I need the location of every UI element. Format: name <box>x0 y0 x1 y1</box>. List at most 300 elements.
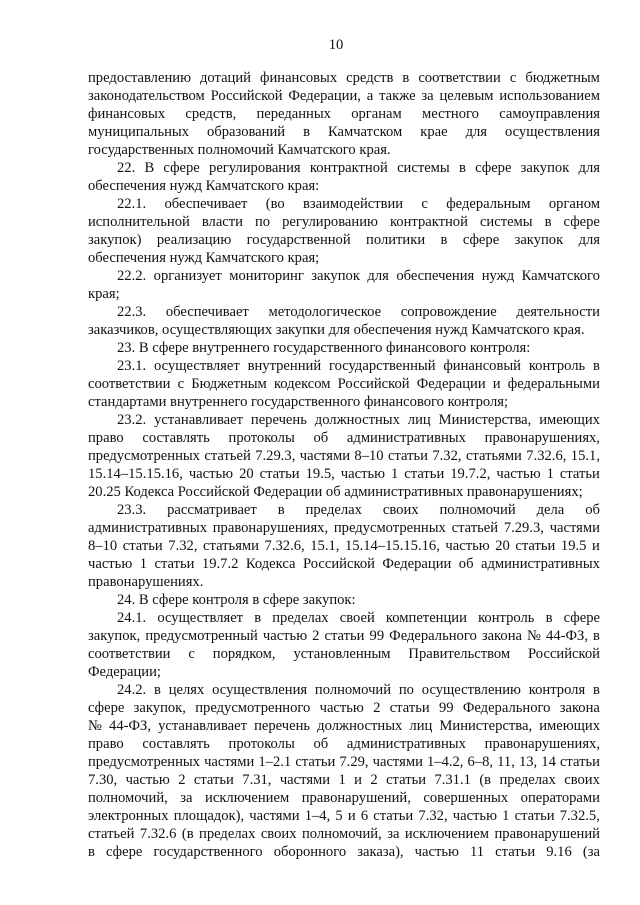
line-word: частью <box>188 466 234 482</box>
text-line <box>88 717 600 735</box>
line-word: протоколы <box>228 430 295 446</box>
line-word: политики <box>366 232 426 248</box>
line-word: об <box>585 502 600 518</box>
line-word: в <box>544 214 552 230</box>
line-word: организует <box>153 268 222 284</box>
line-word: закона <box>559 700 600 716</box>
text-line <box>88 69 600 87</box>
line-word: статьей <box>88 826 135 842</box>
text-line <box>88 105 600 123</box>
text-line <box>88 159 600 177</box>
line-word: административных <box>346 430 466 446</box>
line-word: в <box>303 124 310 140</box>
text-line <box>88 627 600 645</box>
text-line <box>88 267 600 285</box>
text-line <box>88 789 600 807</box>
line-word: государственный <box>328 358 436 374</box>
line-word: регулирования <box>209 160 301 176</box>
line-word: а <box>366 88 374 104</box>
line-word: и <box>354 772 362 788</box>
text-line: 23. В сфере внутреннего государственного финансового контроля: <box>117 340 531 356</box>
line-word: мониторинг <box>229 268 304 284</box>
line-word: Министерства, <box>438 412 532 428</box>
line-word: частью <box>88 556 133 572</box>
line-word: статьи <box>404 466 445 482</box>
line-word: пределах <box>272 610 329 626</box>
text-line: 20.25 Кодекса Российской Федерации об административных правонарушениях; <box>88 484 583 500</box>
line-word: в <box>277 502 285 518</box>
line-word: № <box>527 628 541 644</box>
line-word: составлять <box>142 736 210 752</box>
line-word: системы <box>397 160 450 176</box>
line-word: законодательством <box>88 88 205 104</box>
line-word: совершенных <box>423 790 509 806</box>
line-word: операторами <box>520 790 600 806</box>
line-word: статьи <box>495 844 536 860</box>
paragraph-22 <box>88 159 600 195</box>
line-word: соответствии <box>88 646 171 662</box>
line-word: 6 <box>360 808 369 824</box>
line-word: Правительством <box>408 646 511 662</box>
line-word: статьи <box>386 772 427 788</box>
line-word: 19.7.2 <box>201 556 239 572</box>
line-word: 1 <box>391 466 399 482</box>
line-word: целевым <box>439 88 494 104</box>
line-word: сфере <box>475 160 512 176</box>
line-word: контрактной <box>309 160 388 176</box>
line-word: Камчатского <box>521 268 600 284</box>
line-word: 22.2. <box>117 268 147 284</box>
line-word: государственной <box>246 232 351 248</box>
text-line <box>88 807 600 825</box>
line-word: площадок), <box>173 808 245 824</box>
line-word: правонарушениях, <box>484 430 600 446</box>
line-word: пределах <box>499 772 556 788</box>
line-word: контроля <box>528 682 586 698</box>
line-word: бюджетным <box>525 70 600 86</box>
line-word: 24.1. <box>117 610 147 626</box>
line-word: финансовых <box>88 106 166 122</box>
line-word: в <box>593 628 600 644</box>
line-word: рассматривает <box>167 502 257 518</box>
line-word: соответствии <box>418 70 501 86</box>
line-word: контрактной <box>389 214 468 230</box>
text-line <box>88 555 600 573</box>
line-word: полномочий <box>314 682 392 698</box>
line-word: Российской <box>210 88 283 104</box>
text-line: стандартами внутреннего государственного финансового контроля; <box>88 394 509 410</box>
line-word: частью <box>262 628 308 644</box>
line-word: административных <box>480 556 600 572</box>
line-word: 20 <box>239 466 254 482</box>
line-word: предусмотренного <box>195 700 311 716</box>
line-word: 8–10 <box>88 538 118 554</box>
line-word: 1 <box>338 772 346 788</box>
line-word: закупок, <box>88 628 141 644</box>
line-word: предусмотренный <box>145 628 258 644</box>
line-word: статьями <box>465 448 522 464</box>
line-word: полномочий, <box>88 790 168 806</box>
line-word: обеспечения <box>396 268 475 284</box>
line-word: 23.3. <box>117 502 147 518</box>
text-line <box>88 753 600 771</box>
line-word: с <box>421 196 428 212</box>
document-body <box>88 69 600 861</box>
line-word: исключением <box>205 790 290 806</box>
text-line <box>88 501 600 519</box>
line-word: имеющих <box>539 718 600 734</box>
paragraph-22-3 <box>88 303 600 339</box>
line-word: частями <box>249 808 300 824</box>
line-word: системы <box>479 214 533 230</box>
line-word: 19.5 <box>560 538 587 554</box>
line-word: контроль <box>478 610 535 626</box>
line-word: правонарушений <box>494 826 600 842</box>
line-word: деятельности <box>516 304 600 320</box>
line-word: 1–4.2, <box>426 754 464 770</box>
line-word: 7.29.3, <box>255 448 296 464</box>
line-word: средств, <box>185 106 237 122</box>
line-word: статьи <box>373 808 414 824</box>
line-word: Российской <box>528 646 600 662</box>
line-word: регулированию <box>282 214 378 230</box>
line-word: 7.32.5, <box>559 808 600 824</box>
line-word: статьи <box>389 700 430 716</box>
line-word: Федерации <box>382 556 452 572</box>
line-word: предусмотренных <box>88 448 200 464</box>
line-word: использованием <box>499 88 600 104</box>
line-word: 7.31, <box>242 772 272 788</box>
line-word: сфере <box>462 232 500 248</box>
line-word: финансовых <box>260 70 338 86</box>
line-word: Федерации <box>416 376 486 392</box>
line-word: исключением <box>404 826 490 842</box>
line-word: 15.14–15.15.16, <box>345 538 440 554</box>
line-word: об <box>313 430 329 446</box>
line-word: 99 <box>369 628 385 644</box>
line-word: правонарушениях, <box>484 736 600 752</box>
line-word: крае <box>420 124 448 140</box>
line-word: об <box>313 736 329 752</box>
line-word: статьи <box>122 538 163 554</box>
text-line <box>88 303 600 321</box>
line-word: муниципальных <box>88 124 190 140</box>
line-word: электронных <box>88 808 169 824</box>
text-line <box>88 213 600 231</box>
line-word: 7.29, <box>339 754 369 770</box>
line-word: закона <box>481 628 522 644</box>
line-word: составлять <box>142 430 210 446</box>
line-word: № <box>88 718 102 734</box>
line-word: 24.2. <box>117 682 147 698</box>
line-word: перечень <box>254 718 311 734</box>
line-word: 7.32, <box>168 538 198 554</box>
line-word: предоставлению <box>88 70 191 86</box>
line-word: 13, <box>518 754 538 770</box>
line-word: исполнительной <box>88 214 190 230</box>
line-word: 7.30, <box>88 772 118 788</box>
line-word: 22.3. <box>117 304 147 320</box>
line-word: в <box>593 682 600 698</box>
line-word: местного <box>422 106 479 122</box>
line-word: 14 <box>541 754 556 770</box>
line-word: своих <box>260 826 297 842</box>
line-word: 7.31.1 <box>434 772 471 788</box>
line-word: частью <box>445 538 490 554</box>
line-word: компетенции <box>385 610 467 626</box>
line-word: статьи <box>559 754 600 770</box>
text-line <box>88 699 600 717</box>
line-word: 1–4, <box>304 808 331 824</box>
text-line: обеспечения нужд Камчатского края; <box>88 250 320 266</box>
paragraph-23-2 <box>88 411 600 501</box>
text-line <box>88 681 600 699</box>
line-word: 99 <box>438 700 454 716</box>
line-word: для <box>367 268 389 284</box>
text-line <box>88 735 600 753</box>
line-word: имеющих <box>539 412 600 428</box>
paragraph-24-1 <box>88 609 600 681</box>
line-word: 7.32.6, <box>526 448 567 464</box>
line-word: частью <box>452 808 497 824</box>
paragraph-22-1 <box>88 195 600 267</box>
line-word: Федерального <box>389 628 477 644</box>
line-word: закупок <box>520 160 570 176</box>
line-word: статьи <box>259 466 300 482</box>
line-word: своих <box>564 772 600 788</box>
line-word: должностных <box>317 718 403 734</box>
line-word: в <box>154 682 161 698</box>
line-word: и <box>592 538 600 554</box>
line-word: 20 <box>495 538 510 554</box>
paragraph-continuation <box>88 69 600 159</box>
line-word: 2 <box>370 772 378 788</box>
line-word: переданных <box>256 106 331 122</box>
line-word: частью <box>125 772 170 788</box>
line-word: кодексом <box>273 376 331 392</box>
line-word: финансовый <box>443 358 521 374</box>
line-word: 44-ФЗ, <box>546 628 588 644</box>
line-word: своей <box>339 610 375 626</box>
line-word: право <box>88 430 124 446</box>
line-word: в <box>88 844 95 860</box>
line-word: контроль <box>528 358 586 374</box>
line-word: 9.16 <box>546 844 572 860</box>
line-word: 2 <box>312 628 320 644</box>
line-word: взаимодействии <box>302 196 404 212</box>
line-word: сфере <box>163 160 200 176</box>
line-word: 1 <box>546 466 554 482</box>
line-word: частью <box>340 466 386 482</box>
line-word: 1 <box>502 808 510 824</box>
line-word: органам <box>351 106 402 122</box>
line-word: сфере <box>106 844 143 860</box>
text-line: 24. В сфере контроля в сфере закупок: <box>117 592 356 608</box>
text-line <box>88 843 600 861</box>
line-word: и <box>492 376 501 392</box>
line-word: Российской <box>303 556 375 572</box>
line-word: 15.14–15.15.16, <box>88 466 183 482</box>
line-word: административных <box>346 736 466 752</box>
text-line <box>88 771 600 789</box>
line-word: 11, <box>497 754 515 770</box>
line-word: осуществляет <box>157 610 244 626</box>
line-word: перечень <box>250 412 307 428</box>
text-line: Федерации; <box>88 664 161 680</box>
line-word: осуществляет <box>154 358 240 374</box>
line-word: в <box>402 70 410 86</box>
line-word: закупок <box>311 268 360 284</box>
text-line <box>88 87 600 105</box>
text-line <box>88 429 600 447</box>
text-line <box>88 537 600 555</box>
text-line: заказчиков, осуществляющих закупки для обеспечения нужд Камчатского края. <box>88 322 585 338</box>
line-word: соответствии <box>88 376 171 392</box>
line-word: 7.29.3, <box>503 520 544 536</box>
line-word: сфере <box>563 610 600 626</box>
line-word: предусмотренных <box>88 754 200 770</box>
line-word: 22. <box>117 160 136 176</box>
line-word: устанавливает <box>154 412 243 428</box>
line-word: сопровождение <box>400 304 497 320</box>
line-word: полномочий <box>439 502 516 518</box>
line-word: государственного <box>153 844 263 860</box>
line-word: в <box>440 232 448 248</box>
line-word: для <box>578 232 600 248</box>
line-word: 8–10 <box>354 448 384 464</box>
line-word: (во <box>265 196 285 212</box>
line-word: оборонного <box>273 844 347 860</box>
line-word: Бюджетным <box>191 376 267 392</box>
line-word: за <box>387 826 400 842</box>
line-word: частью <box>496 466 541 482</box>
line-word: протоколы <box>228 736 295 752</box>
paragraph-22-2 <box>88 267 600 303</box>
line-word: правонарушениях, <box>212 520 329 536</box>
line-word: Федерации, <box>288 88 361 104</box>
line-word: (в <box>479 772 492 788</box>
line-word: федеральным <box>446 196 531 212</box>
paragraph-24 <box>88 591 600 609</box>
line-word: частями <box>299 448 351 464</box>
line-word: статьи <box>514 808 555 824</box>
line-word: также <box>379 88 416 104</box>
line-word: частями <box>279 772 331 788</box>
line-word: заказа), <box>357 844 404 860</box>
line-word: должностных <box>314 412 400 428</box>
line-word: 23.1. <box>117 358 147 374</box>
line-word: статьей <box>451 520 499 536</box>
line-word: сфере <box>563 214 600 230</box>
line-word: за <box>421 88 434 104</box>
line-word: 1 <box>139 556 147 572</box>
line-word: сфере <box>88 700 125 716</box>
line-word: дела <box>536 502 565 518</box>
text-line: правонарушениях. <box>88 574 204 590</box>
line-word: образований <box>207 124 286 140</box>
line-word: Министерства, <box>439 718 533 734</box>
line-word: лиц <box>409 718 433 734</box>
text-line <box>88 411 600 429</box>
line-word: по <box>398 682 414 698</box>
line-word: для <box>578 160 600 176</box>
line-word: 15.1, <box>570 448 600 464</box>
line-word: осуществления <box>212 682 308 698</box>
line-word: 5 <box>335 808 343 824</box>
line-word: закупок, <box>133 700 186 716</box>
line-word: 6–8, <box>467 754 494 770</box>
paragraph-23-3 <box>88 501 600 591</box>
line-word: статьями <box>203 538 259 554</box>
line-word: реализацию <box>156 232 232 248</box>
line-word: обеспечивает <box>164 196 248 212</box>
line-word: с <box>177 376 185 392</box>
line-word: статьей <box>204 448 251 464</box>
line-word: с <box>188 646 195 662</box>
line-word: 44-ФЗ, <box>109 718 151 734</box>
line-word: правонарушений, <box>301 790 411 806</box>
line-word: Кодекса <box>245 556 296 572</box>
line-word: порядком, <box>212 646 276 662</box>
line-word: нужд <box>481 268 515 284</box>
text-line <box>88 645 600 663</box>
line-word: частью <box>319 700 364 716</box>
line-word: внутренний <box>247 358 322 374</box>
line-word: Федерального <box>462 700 551 716</box>
line-word: статьи <box>154 556 195 572</box>
line-word: 7.32.6, <box>264 538 305 554</box>
line-word: установленным <box>293 646 391 662</box>
text-line: обеспечения нужд Камчатского края: <box>88 178 320 194</box>
line-word: своих <box>382 502 419 518</box>
text-line <box>88 123 600 141</box>
line-word: закупок <box>514 232 564 248</box>
text-line <box>88 465 600 483</box>
text-line: государственных полномочий Камчатского края. <box>88 142 391 158</box>
line-word: статьи <box>515 538 556 554</box>
line-word: 19.7.2, <box>450 466 491 482</box>
paragraph-24-2 <box>88 681 600 861</box>
line-word: Камчатском <box>327 124 403 140</box>
line-word: осуществлению <box>421 682 521 698</box>
line-word: власти <box>201 214 243 230</box>
line-word: в <box>545 610 553 626</box>
line-word: лиц <box>407 412 431 428</box>
line-word: обеспечивает <box>165 304 249 320</box>
text-line <box>88 519 600 537</box>
line-word: по <box>254 214 271 230</box>
line-word: 23.2. <box>117 412 147 428</box>
line-word: Российской <box>337 376 410 392</box>
line-word: 15.1, <box>310 538 340 554</box>
line-word: (за <box>582 844 600 860</box>
line-word: в <box>593 358 600 374</box>
paragraph-23 <box>88 339 600 357</box>
text-line <box>88 357 600 375</box>
line-word: 1–2.1 <box>258 754 292 770</box>
line-word: предусмотренных <box>333 520 446 536</box>
text-line <box>88 609 600 627</box>
text-line <box>88 195 600 213</box>
line-word: об <box>458 556 474 572</box>
line-word: статьи <box>387 448 428 464</box>
line-word: 11 <box>470 844 485 860</box>
line-word: В <box>144 160 155 176</box>
paragraph-23-1 <box>88 357 600 411</box>
line-word: 22.1. <box>117 196 147 212</box>
line-word: осуществления <box>504 124 600 140</box>
line-word: административных <box>88 520 207 536</box>
